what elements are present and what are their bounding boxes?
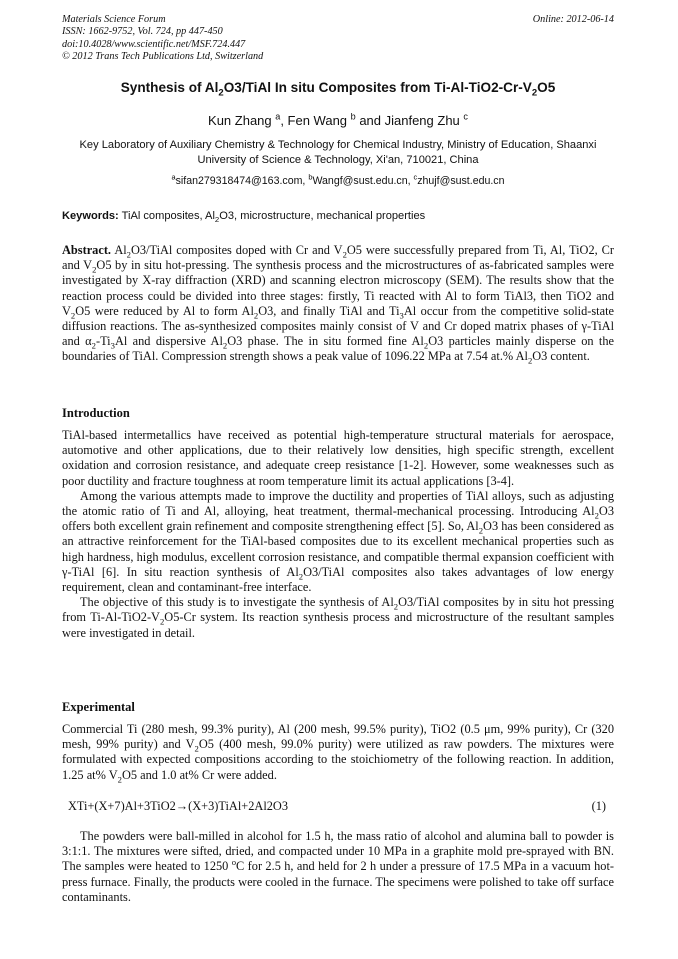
doi-line: doi:10.4028/www.scientific.net/MSF.724.447 <box>62 38 246 50</box>
keywords <box>62 209 614 223</box>
keywords-text: TiAl composites, $Al_2O3$, microstructure, mechanical properties <box>121 210 426 225</box>
experimental-body <box>62 722 614 783</box>
author-emails: $^a$sifan279318474@163.com, $^b$Wangf@sust.edu.cn, $^c$zhujf@sust.edu.cn <box>171 172 505 187</box>
journal-header <box>62 14 614 63</box>
journal-name: Materials Science Forum <box>62 14 166 25</box>
abstract-label: Abstract. <box>62 243 112 257</box>
equation-text: XTi+(X+7)Al+3TiO2→(X+3)TiAl+2Al2O3 <box>68 799 289 813</box>
experimental-paragraph-1: Commercial Ti (280 mesh, 99.3% purity), Al (200 mesh, 99.5% purity), TiO2 (0.5 μm, 99% purity), Cr (320 mesh, 99% purity) and $V_2O5$ (400 mesh, 99.0% purity) were utilized as raw powders. The mixtures were formulated with expected compositions according to the stoichiometry of the following reaction. In addition, 1.25 at% $V_2O5$ and 1.0 at% Cr were added. <box>62 722 614 785</box>
author-list: Kun Zhang $^a$, Fen Wang $^b$ and Jianfeng Zhu $^c$ <box>208 111 468 128</box>
experimental-heading: Experimental <box>62 700 135 714</box>
experimental-body-2 <box>62 829 614 905</box>
keywords-label: Keywords: <box>62 210 119 222</box>
copyright-line: © 2012 Trans Tech Publications Ltd, Switzerland <box>62 50 264 62</box>
online-date: Online: 2012-06-14 <box>532 14 614 25</box>
introduction-heading: Introduction <box>62 406 130 420</box>
equation-number: (1) <box>591 799 606 813</box>
intro-paragraph-2: Among the various attempts made to improve the ductility and properties of TiAl alloys, such as adjusting the atomic ratio of Ti and Al, alloying, heat treatment, thermal-mechanical processing. Introducing $Al_2O3$ offers both excellent grain refinement and composite strengthening effect [5]. So, $Al_2O3$ has been considered as an attractive reinforcement for the TiAl-based composites due to its excellent mechanical properties such as high hardness, high modulus, excellent corrosion resistance, and compatible thermal expansion coefficient with γ-TiAl [6]. In situ reaction synthesis of $Al_2O3$/TiAl composites also takes advantages of low energy requirement, clean and contaminant-free interface. <box>62 488 614 595</box>
intro-paragraph-3: The objective of this study is to investigate the synthesis of $Al_2O3$/TiAl composites by in situ hot pressing from $Ti-Al-TiO2-V_2O5-Cr$ system. Its reaction synthesis process and microstructure of the resultant samples were investigated in detail. <box>62 595 615 640</box>
issn-line: ISSN: 1662-9752, Vol. 724, pp 447-450 <box>62 26 223 38</box>
affiliation: Key Laboratory of Auxiliary Chemistry & Technology for Chemical Industry, Ministry of Education, Shaanxi University of Science & Technology, Xi'an, 710021, China <box>79 139 597 166</box>
introduction-body <box>62 428 614 641</box>
paper-title: Synthesis of $Al_2O3$/TiAl In situ Composites from $Ti-Al-TiO2-Cr-V_2O5$ <box>120 80 556 99</box>
intro-paragraph-1: TiAl-based intermetallics have received as potential high-temperature structural materials for aerospace, automotive and other applications, due to their relatively low densities, high specific strength, excellent oxidation and corrosion resistance, and adequate creep resistance [1-2]. However, some weaknesses such as poor ductility and fracture toughness at room temperature limit its actual applications [3-4]. <box>62 428 614 488</box>
experimental-paragraph-2: The powders were ball-milled in alcohol for 1.5 h, the mass ratio of alcohol and alumina ball to powder is 3:1:1. The mixtures were sifted, dried, and compacted under 10 MPa in a graphite mold pre-sprayed with BN. The samples were heated to 1250 $^o$C for 2.5 h, and held for 2 h under a pressure of 17.5 MPa in a vacuum hot-press furnace. Finally, the products were cooled in the furnace. The specimens were polished to take off surface contaminants. <box>62 829 614 904</box>
abstract-text: $Al_2O3$/TiAl composites doped with Cr and $V_2O5$ were successfully prepared from Ti, Al, TiO2, Cr and $V_2O5$ by in situ hot-pressing. The synthesis process and the microstructures of as-fabricated samples were investigated by X-ray diffraction (XRD) and scanning electron microscopy (SEM). The results show that the reaction process could be divided into three stages: firstly, Ti reacted with Al to form TiAl3, then TiO2 and $V_2O5$ were reduced by Al to form $Al_2O3$, and finally TiAl and $Ti_3Al$ occur from the competitive solid-state diffusion reactions. The as-synthesized composites mainly consist of V and Cr doped matrix phases of γ-TiAl and $\alpha_2-Ti_3Al$ and dispersive $Al_2O3$ phase. The in situ formed fine $Al_2O3$ particles mainly disperse on the boundaries of TiAl. Compression strength shows a peak value of 1096.22 MPa at 7.54 at.% $Al_2O3$ content. <box>62 243 615 366</box>
abstract <box>62 243 614 365</box>
